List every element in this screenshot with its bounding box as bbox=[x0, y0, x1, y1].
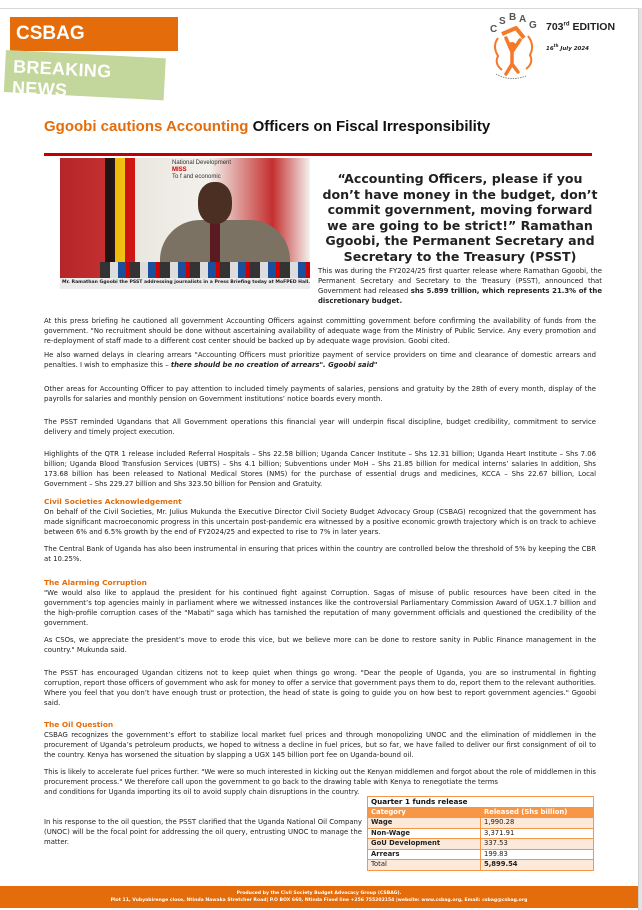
table-total-row bbox=[368, 860, 594, 871]
logo-letter: C bbox=[490, 24, 498, 35]
section-title-oil: The Oil Question bbox=[44, 720, 114, 729]
row-category: Arrears bbox=[368, 849, 481, 860]
paragraph-corruption-1: "We would also like to applaud the president for his continued fight against Corruption. Sagas of misuse of public resources have been cited in the government’s top agencies mainly in parliament where we witnessed instances like the controversial Parliamentary Commission Award of UGX.1.7 billion and the high-profile corruption cases of the "Mabati" saga which has tarnished the reputation of many government officials and questioned the credibility of the government. bbox=[44, 589, 596, 627]
row-value: 3,371.91 bbox=[481, 828, 594, 839]
arrears-emphasis: there should be no creation of arrears". Ggoobi said" bbox=[170, 361, 378, 369]
paragraph-corruption-3: The PSST has encouraged Ugandan citizens not to keep quiet when things go wrong. "Dear the people of Uganda, you are so instrumental in fighting corruption, report those officers of government who ask for money to offer a service that government pays them to do, report them to the relevant authorities. Where you feel that you don’t have enough trust or protection, the head of state is going to guide you on how best to report government agencies." Ggoobi said. bbox=[44, 669, 596, 707]
person-raising-house-icon bbox=[488, 12, 540, 82]
press-briefing-photo bbox=[60, 158, 310, 278]
edition-label: EDITION bbox=[572, 21, 616, 33]
sign-line: To f and economic bbox=[172, 174, 221, 180]
paragraph-fiscal-discipline: The PSST reminded Ugandans that All Government operations this financial year will underpin fiscal discipline, budget credibility, commitment to service delivery and timely project execution. bbox=[44, 418, 596, 436]
total-label: Total bbox=[368, 860, 481, 871]
row-value: 337.53 bbox=[481, 839, 594, 850]
row-value: 199.83 bbox=[481, 849, 594, 860]
table-row bbox=[368, 849, 594, 860]
microphones bbox=[100, 262, 310, 278]
csbag-logo bbox=[488, 12, 540, 82]
headline-divider bbox=[44, 153, 592, 156]
edition-suffix: rd bbox=[563, 21, 570, 28]
paragraph-oil-2-tail: and conditions for Uganda importing its oil to avoid supply chain disruptions in the country. bbox=[44, 788, 360, 796]
table-title: Quarter 1 funds release bbox=[368, 797, 594, 808]
paragraph-civil-1: On behalf of the Civil Societies, Mr. Julius Mukunda the Executive Director Civil Society Budget Advocacy Group (CSBAG) recognized that the government has made significant macroeconomic progress in this uncertain post-pandemic era witnessed by a positive economic growth trajectory which is on track to achieve between 6% and 6.5% growth by the end of FY2024/25 and expected to rise to 7% in later years. bbox=[44, 508, 596, 536]
paragraph-civil-2: The Central Bank of Uganda has also been instrumental in ensuring that prices within the country are controlled below the threshold of 5% by keeping the CBR at 10.25%. bbox=[44, 545, 596, 563]
column-header-category: Category bbox=[368, 807, 481, 818]
pull-quote: “Accounting Officers, please if you don’t have money in the budget, don’t commit government, moving forward we are going to be strict!” Ramathan Ggoobi, the Permanent Secretary and Secretary to the Treasury (PSST) bbox=[322, 171, 598, 264]
paragraph-arrears bbox=[44, 350, 596, 370]
intro-bold: shs 5.899 trillion, which represents 21.3% of the discretionary budget. bbox=[318, 287, 602, 305]
column-header-released: Released (Shs billion) bbox=[481, 807, 594, 818]
row-category: GoU Development bbox=[368, 839, 481, 850]
footer-producer: Produced by the Civil Society Budget Advocacy Group (CSBAG). bbox=[236, 891, 402, 896]
logo-letter: S bbox=[499, 16, 506, 27]
org-name: CSBAG bbox=[16, 23, 85, 44]
table-row bbox=[368, 839, 594, 850]
intro-text: This was during the FY2024/25 first quarter release where Ramathan Ggoobi, the Permanent Secretary and Secretary to the Treasury (PSST), announced that Government had released bbox=[318, 267, 602, 295]
backdrop-sign bbox=[172, 160, 231, 181]
footer-contacts: Plot 11, Vubyabirenge close, Ntinda Nawaka Stretcher Road| P.O BOX 660, Ntinda Fixed line +256 755202154 |website: www.csbag.org, Email: csbag@csbag.org bbox=[110, 898, 528, 903]
row-value: 1,990.28 bbox=[481, 818, 594, 829]
intro-paragraph bbox=[318, 266, 602, 306]
arrears-text: He also warned delays in clearing arrears "Accounting Officers must prioritize payment of service providers on time and clearance of domestic arrears and penalties. I wish to emphasize this – bbox=[44, 351, 596, 369]
table-title-row bbox=[368, 797, 594, 808]
logo-letter: B bbox=[509, 12, 517, 23]
page-top-border bbox=[0, 8, 642, 9]
headline-dark: Officers on Fiscal Irresponsibility bbox=[252, 118, 491, 135]
org-banner bbox=[10, 17, 178, 51]
date-suffix: th bbox=[553, 43, 559, 48]
table-row bbox=[368, 828, 594, 839]
headline-orange: Ggoobi cautions Accounting bbox=[44, 118, 249, 135]
logo-letter: G bbox=[529, 20, 537, 31]
total-value: 5,899.54 bbox=[481, 860, 594, 871]
table-header-row bbox=[368, 807, 594, 818]
paragraph-recruitment: At this press briefing he cautioned all government Accounting Officers against committing government before confirming the availability of funds from the government. "No recruitment should be done without ascertaining availability of adequate wage from the Ministry of Public Service. Any every promotion and re-deployment of staff made to a different cost center should be backed up by adequate wage provision. Goobi cited. bbox=[44, 317, 596, 345]
breaking-news-banner bbox=[4, 50, 166, 100]
row-category: Wage bbox=[368, 818, 481, 829]
row-category: Non-Wage bbox=[368, 828, 481, 839]
breaking-news-label: BREAKING NEWS bbox=[11, 56, 112, 101]
edition-digits: 703 bbox=[546, 21, 564, 33]
issue-date bbox=[546, 43, 589, 52]
headline bbox=[44, 118, 490, 135]
quarter-funds-table bbox=[367, 796, 594, 871]
table-row bbox=[368, 818, 594, 829]
footer bbox=[0, 886, 638, 908]
paragraph-highlights: Highlights of the QTR 1 release included Referral Hospitals – Shs 22.58 billion; Uganda Cancer Institute – Shs 12.31 billion; Uganda Heart Institute – Shs 7.06 billion; Uganda Blood Transfusion Services (UBTS) – Shs 4.1 billion; Subventions under MoH – Shs 21.85 billion for medical interns’ salaries In addition, Shs 173.68 billion has been released to National Medical Stores (NMS) for the purchase of essential drugs and medicines, KCCA – Shs 22.67 billion, Local Government – Shs 229.27 billion and Shs 323.50 billion for Pension and Gratuity. bbox=[44, 450, 596, 488]
edition-number bbox=[546, 21, 615, 33]
paragraph-corruption-2: As CSOs, we appreciate the president’s move to erode this vice, but we believe more can be done to restore sanity in Public Finance management in the country." Mukunda said. bbox=[44, 636, 596, 654]
date-month-year: July 2024 bbox=[560, 45, 589, 52]
paragraph-oil-2: This is likely to accelerate fuel prices further. "We were so much interested in kicking out the Kenyan middlemen and forgot about the role of middlemen in this procurement process." We therefore call upon the government to go back to the drawing table with Kenya to renegotiate the terms bbox=[44, 768, 596, 786]
sign-line: MISS bbox=[172, 167, 187, 173]
sign-line: National Development bbox=[172, 160, 232, 166]
date-day: 16 bbox=[546, 45, 554, 52]
uganda-flag-image bbox=[105, 158, 135, 278]
logo-letter: A bbox=[519, 14, 527, 25]
paragraph-oil-3: In his response to the oil question, the PSST clarified that the Uganda National Oil Company (UNOC) will be the focal point for addressing the oil query, entrusting UNOC to manage the matter. bbox=[44, 818, 362, 846]
paragraph-payments: Other areas for Accounting Officer to pay attention to included timely payments of salaries, pensions and gratuity by the 28th of every month, display of the payrolls for salaries and monthly pension on Government institutions’ notice boards every month. bbox=[44, 385, 596, 403]
section-title-civil: Civil Societies Acknowledgement bbox=[44, 497, 182, 506]
paragraph-oil-1: CSBAG recognizes the government’s effort to stabilize local market fuel prices and through monopolizing UNOC and the elimination of middlemen in the procurement of Uganda’s petroleum products, we hoped to witness a decline in fuel prices, but so far, we have failed to deliver our first consignment of oil to the country. Kenya has worsened the situation by slapping a UGX 145 billion port fee on Uganda-bound oil. bbox=[44, 731, 596, 759]
scrollbar[interactable] bbox=[638, 8, 642, 910]
speaker-head bbox=[198, 182, 232, 224]
section-title-corruption: The Alarming Corruption bbox=[44, 578, 147, 587]
photo-caption: Mr. Ramathan Ggoobi the PSST addressing journalists in a Press Briefing today at MoFPED Hall. bbox=[62, 280, 311, 285]
